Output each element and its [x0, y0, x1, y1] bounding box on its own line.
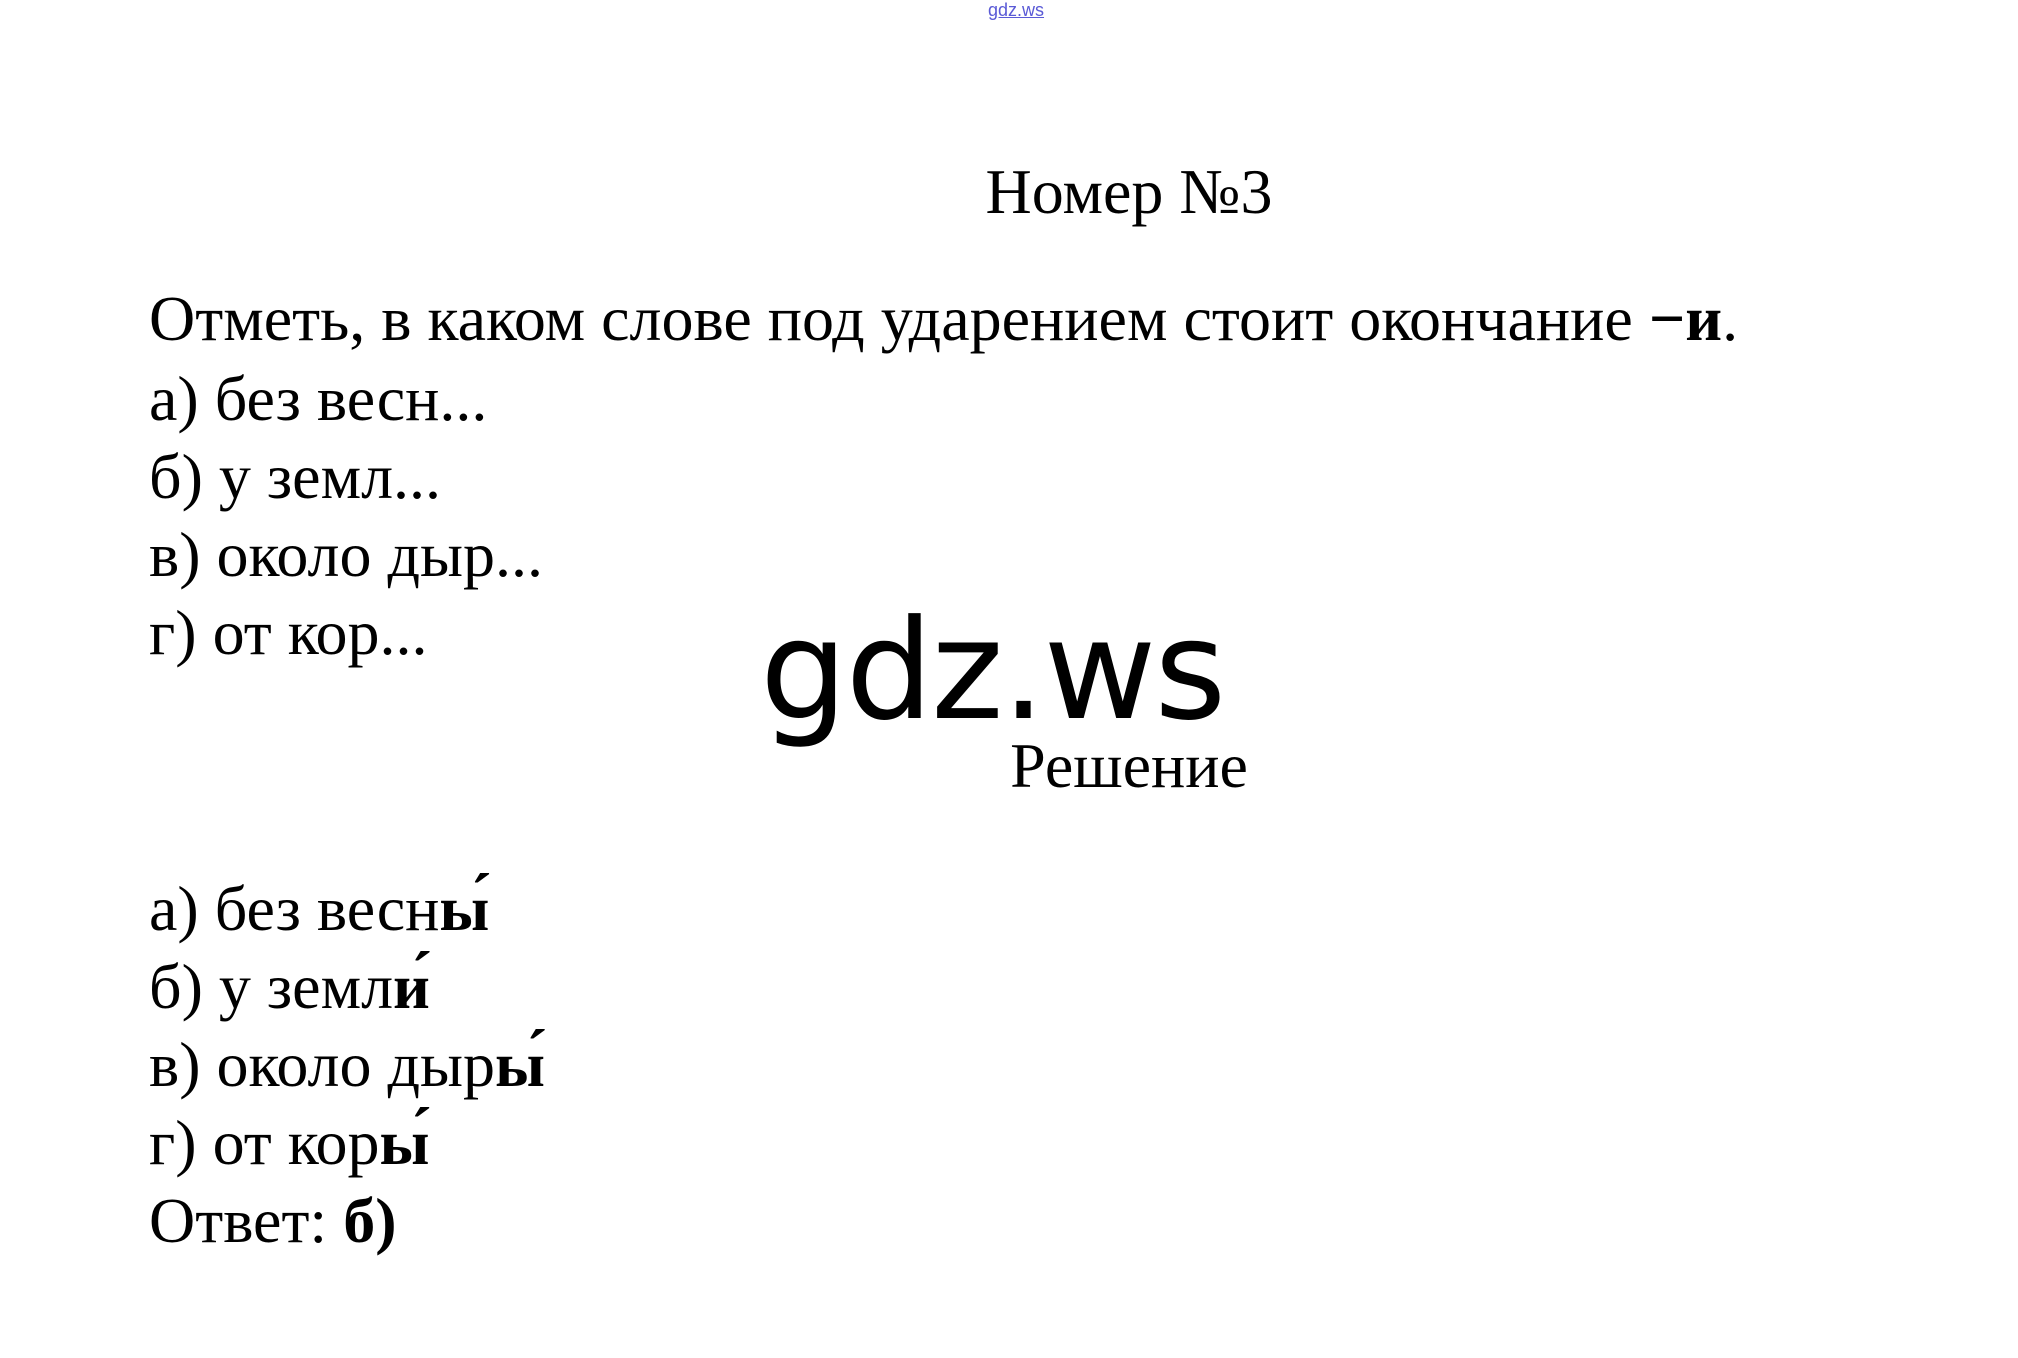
- solution-answer-text: а) без весн: [149, 873, 440, 944]
- solution-answer-ending: ы́: [495, 1029, 545, 1100]
- final-answer-value: б): [343, 1185, 397, 1256]
- solution-answer-ending: ы́: [379, 1107, 430, 1178]
- page-title: Номер №3: [985, 156, 1273, 227]
- watermark: gdz.ws: [760, 590, 1225, 751]
- task-option-a: а) без весн...: [149, 363, 488, 434]
- task-question: [149, 280, 1738, 358]
- final-answer: [149, 1182, 397, 1260]
- task-option-g: г) от кор...: [149, 597, 428, 668]
- task-question-text: Отметь, в каком слове под ударением стоит окончание: [149, 283, 1649, 354]
- solution-answer-text: б) у земл: [149, 951, 393, 1022]
- final-answer-label: Ответ:: [149, 1185, 344, 1256]
- task-option-v: в) около дыр...: [149, 519, 544, 590]
- solution-answer-text: г) от кор: [149, 1107, 380, 1178]
- task-question-period: .: [1722, 283, 1739, 354]
- task-question-ending: −и: [1648, 283, 1723, 354]
- solution-answer-ending: и́: [393, 951, 430, 1022]
- solution-answer-text: в) около дыр: [149, 1029, 496, 1100]
- task-option-b: б) у земл...: [149, 441, 441, 512]
- solution-heading: Решение: [1010, 730, 1248, 801]
- solution-answer-g: [149, 1104, 430, 1182]
- solution-answer-b: [149, 948, 430, 1026]
- solution-answer-ending: ы́: [439, 873, 490, 944]
- solution-answer-v: [149, 1026, 545, 1104]
- solution-answer-a: [149, 870, 489, 948]
- site-link[interactable]: gdz.ws: [988, 0, 1045, 20]
